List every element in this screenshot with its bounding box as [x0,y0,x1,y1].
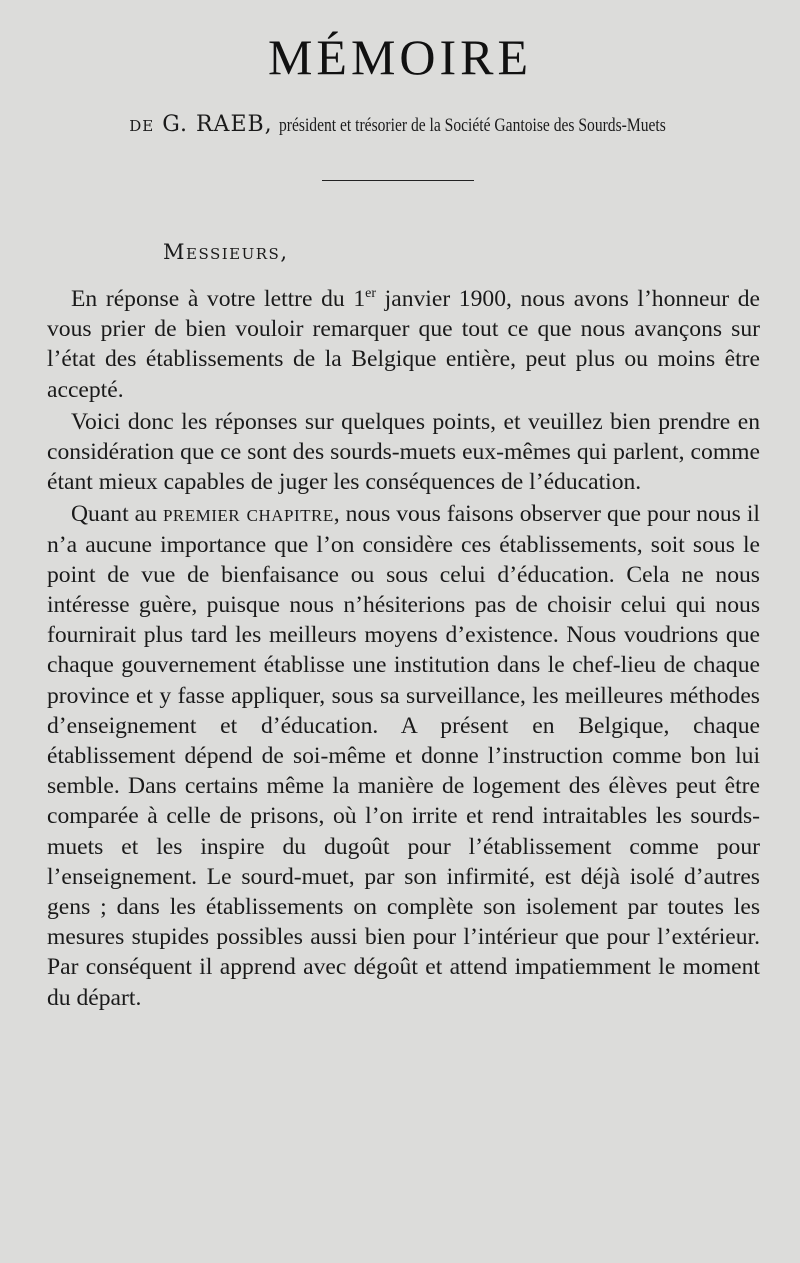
body-text [47,284,760,1015]
section-divider [322,180,474,181]
author-byline [0,112,800,137]
paragraph-3: Quant au premier chapitre, nous vous faisons observer que pour nous il n’a aucune importance que l’on considère ces établissements, soit sous le point de vue de bienfaisance ou sous celui d’éducation. Cela ne nous intéresse guère, puisque nous n’hésiterions pas de choisir celui qui nous fournirait plus tard les meilleurs moyens d’existence. Nous voudrions que chaque gouvernement établisse une institution dans le chef-lieu de chaque province et y fasse appliquer, sous sa surveillance, les meilleures méthodes d’enseignement et d’éducation. A présent en Belgique, chaque établissement dépend de soi-même et donne l’instruction comme bon lui semble. Dans certains même la manière de logement des élèves peut être comparée à celle de prisons, où l’on irrite et rend intraitables les sourds-muets et les inspire du dugoût pour l’établissement comme pour l’enseignement. Le sourd-muet, par son infirmité, est déjà isolé d’autres gens ; dans les établissements on complète son isolement par toutes les mesures stupides possibles aussi bien pour l’intérieur que pour l’extérieur. Par conséquent il apprend avec dégoût et attend impatiemment le moment du départ. [47,501,760,1011]
author-role: président et trésorier de la Société Gantoise des Sourds-Muets [279,115,666,136]
paragraph-1: En réponse à votre lettre du 1er janvier 1900, nous avons l’honneur de vous prier de bien vouloir remarquer que tout ce que nous avançons sur l’état des établissements de la Belgique entière, peut plus ou moins être accepté. [47,286,761,403]
author-name: de G. RAEB, [129,112,273,137]
paragraph-2: Voici donc les réponses sur quelques points, et veuillez bien prendre en considération que ce sont des sourds-muets eux-mêmes qui parlent, comme étant mieux capables de juger les conséquences de l’éducation. [47,408,760,496]
page-title: MÉMOIRE [267,29,533,85]
salutation: Messieurs, [163,240,289,264]
